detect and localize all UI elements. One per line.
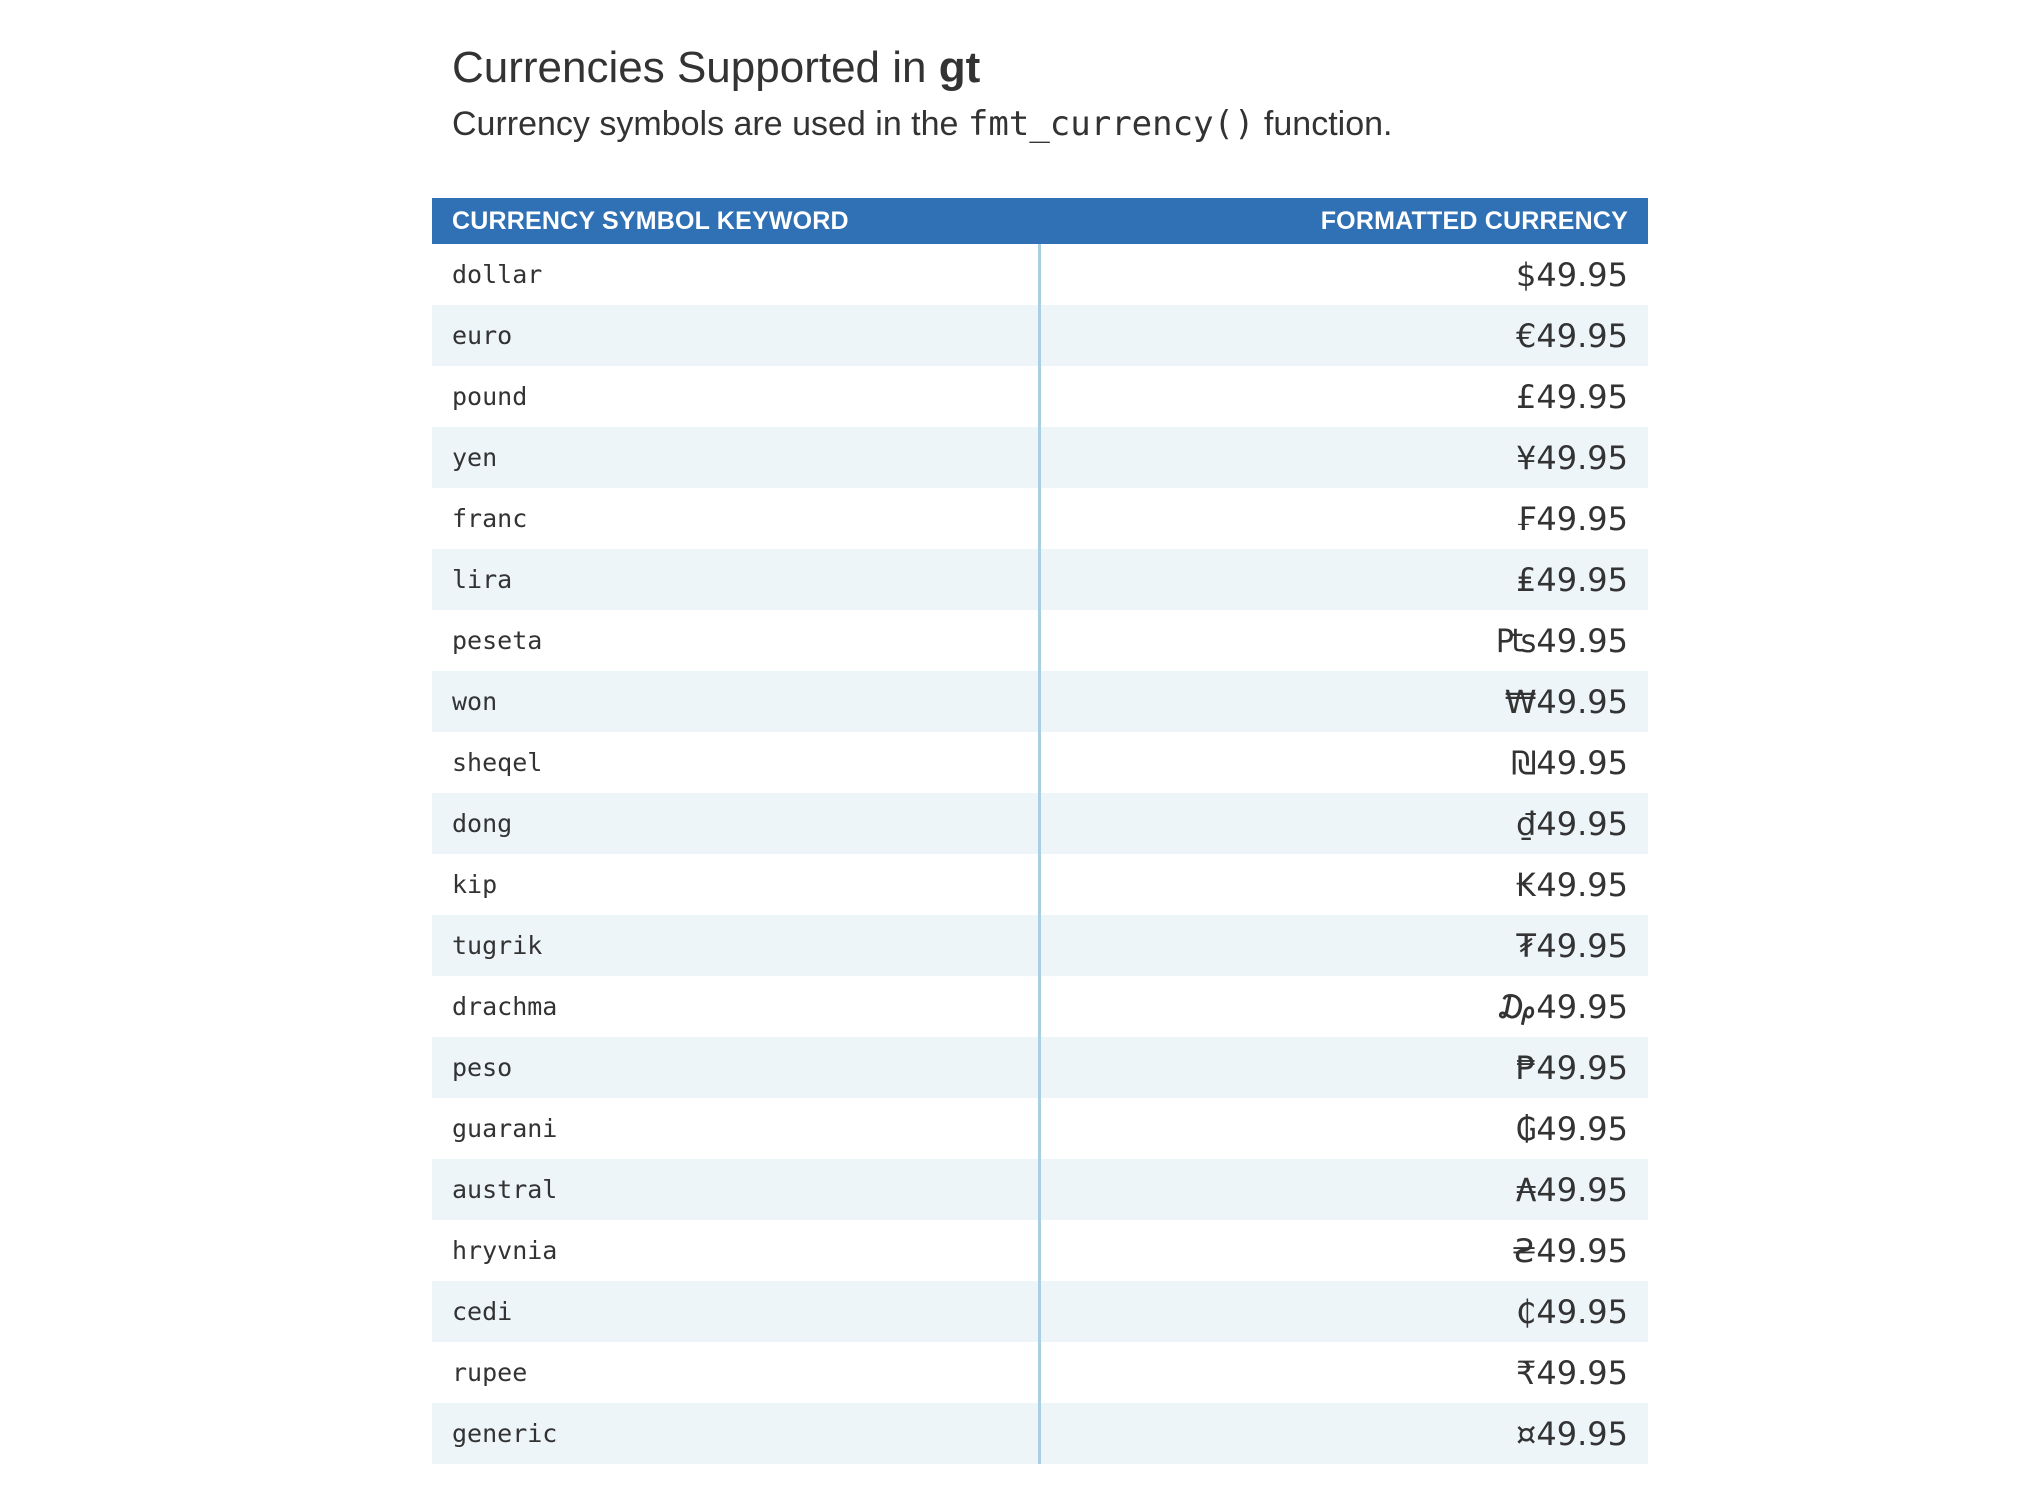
- title-package-name: gt: [938, 43, 981, 92]
- currency-keyword-cell: rupee: [432, 1342, 1039, 1403]
- table-row: [432, 793, 1648, 854]
- currency-keyword-cell: kip: [432, 854, 1039, 915]
- table-header-row: [432, 198, 1648, 244]
- table-row: [432, 976, 1648, 1037]
- formatted-currency-cell: ₫49.95: [1039, 793, 1648, 854]
- formatted-currency-cell: ₤49.95: [1039, 549, 1648, 610]
- table-row: [432, 1037, 1648, 1098]
- table-row: [432, 732, 1648, 793]
- table-subtitle: [452, 102, 1392, 146]
- currency-keyword-cell: sheqel: [432, 732, 1039, 793]
- title-prefix: Currencies Supported in: [452, 43, 939, 92]
- currency-keyword-cell: dollar: [432, 244, 1039, 305]
- subtitle-function-code: fmt_currency(): [967, 104, 1255, 144]
- formatted-currency-cell: ₴49.95: [1039, 1220, 1648, 1281]
- subtitle-prefix: Currency symbols are used in the: [452, 105, 968, 143]
- formatted-currency-cell: ¤49.95: [1039, 1403, 1648, 1464]
- formatted-currency-cell: ₭49.95: [1039, 854, 1648, 915]
- currency-keyword-cell: won: [432, 671, 1039, 732]
- table-row: [432, 1098, 1648, 1159]
- currency-keyword-cell: hryvnia: [432, 1220, 1039, 1281]
- currency-keyword-cell: peseta: [432, 610, 1039, 671]
- column-header-formatted: FORMATTED CURRENCY: [1039, 198, 1648, 244]
- table-row: [432, 671, 1648, 732]
- table-row: [432, 549, 1648, 610]
- table-row: [432, 1159, 1648, 1220]
- table-row: [432, 854, 1648, 915]
- formatted-currency-cell: ₹49.95: [1039, 1342, 1648, 1403]
- table-title: [452, 40, 980, 96]
- table-row: [432, 1342, 1648, 1403]
- table-row: [432, 488, 1648, 549]
- table-row: [432, 244, 1648, 305]
- table-body: [432, 244, 1648, 1464]
- formatted-currency-cell: £49.95: [1039, 366, 1648, 427]
- formatted-currency-cell: €49.95: [1039, 305, 1648, 366]
- formatted-currency-cell: ₲49.95: [1039, 1098, 1648, 1159]
- currency-keyword-cell: pound: [432, 366, 1039, 427]
- formatted-currency-cell: ₱49.95: [1039, 1037, 1648, 1098]
- table-row: [432, 915, 1648, 976]
- table-row: [432, 610, 1648, 671]
- formatted-currency-cell: $49.95: [1039, 244, 1648, 305]
- table-row: [432, 366, 1648, 427]
- table-row: [432, 1403, 1648, 1464]
- table-row: [432, 427, 1648, 488]
- currency-keyword-cell: austral: [432, 1159, 1039, 1220]
- formatted-currency-cell: ¥49.95: [1039, 427, 1648, 488]
- currency-keyword-cell: franc: [432, 488, 1039, 549]
- currency-keyword-cell: guarani: [432, 1098, 1039, 1159]
- formatted-currency-cell: ₣49.95: [1039, 488, 1648, 549]
- currency-keyword-cell: tugrik: [432, 915, 1039, 976]
- currency-keyword-cell: lira: [432, 549, 1039, 610]
- formatted-currency-cell: ₵49.95: [1039, 1281, 1648, 1342]
- subtitle-suffix: function.: [1254, 105, 1393, 143]
- formatted-currency-cell: ₧49.95: [1039, 610, 1648, 671]
- currency-keyword-cell: dong: [432, 793, 1039, 854]
- formatted-currency-cell: ₩49.95: [1039, 671, 1648, 732]
- currency-table: [432, 198, 1648, 1464]
- formatted-currency-cell: ₪49.95: [1039, 732, 1648, 793]
- formatted-currency-cell: ₮49.95: [1039, 915, 1648, 976]
- currency-keyword-cell: euro: [432, 305, 1039, 366]
- formatted-currency-cell: ₯49.95: [1039, 976, 1648, 1037]
- currency-keyword-cell: cedi: [432, 1281, 1039, 1342]
- table-row: [432, 1220, 1648, 1281]
- currency-keyword-cell: yen: [432, 427, 1039, 488]
- table-row: [432, 1281, 1648, 1342]
- currency-keyword-cell: generic: [432, 1403, 1039, 1464]
- formatted-currency-cell: ₳49.95: [1039, 1159, 1648, 1220]
- currency-keyword-cell: peso: [432, 1037, 1039, 1098]
- currency-keyword-cell: drachma: [432, 976, 1039, 1037]
- table-row: [432, 305, 1648, 366]
- column-header-keyword: CURRENCY SYMBOL KEYWORD: [432, 198, 1039, 244]
